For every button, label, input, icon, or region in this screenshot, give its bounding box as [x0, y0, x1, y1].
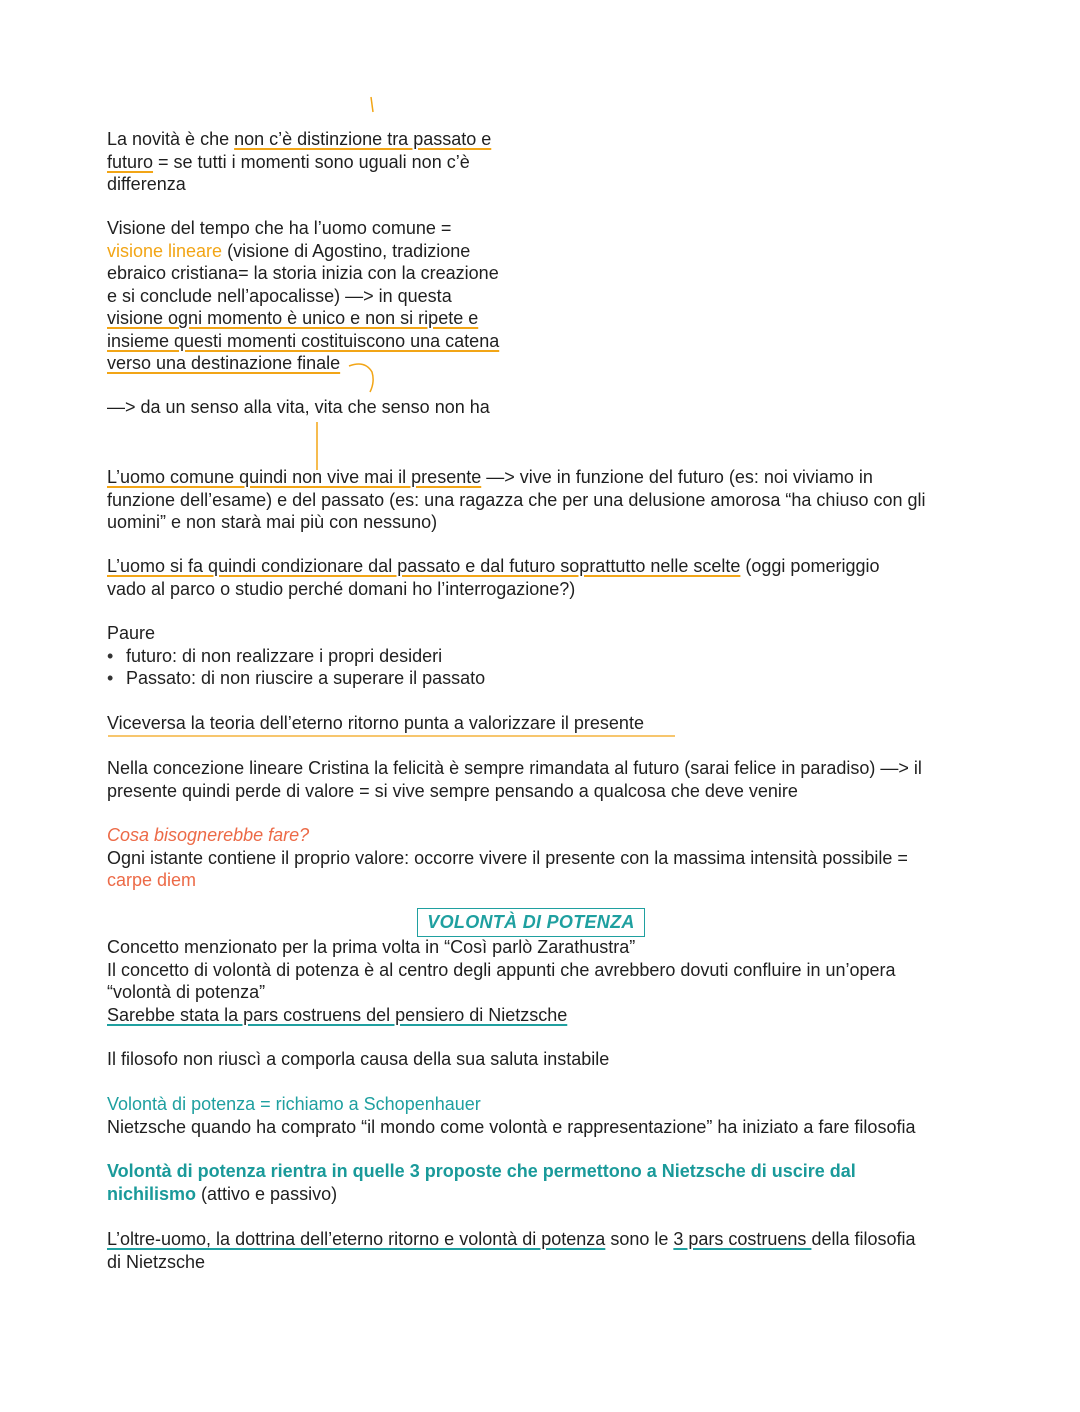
text: Nella concezione lineare Cristina la felicità è sempre rimandata al futuro (sarai felice in paradiso) —> il — [107, 758, 922, 778]
highlighted-text: insieme questi momenti costituiscono una catena — [107, 330, 500, 351]
text: Nietzsche quando ha comprato “il mondo come volontà e rappresentazione” ha iniziato a fare filosofia — [107, 1116, 916, 1137]
question-text: Cosa bisognerebbe fare? — [107, 825, 310, 845]
paragraph-12 — [107, 1093, 915, 1138]
orange-term: visione lineare — [107, 240, 223, 261]
text: della filosofia — [811, 1229, 916, 1249]
paragraph-5 — [107, 555, 879, 600]
text: sono le — [605, 1229, 674, 1249]
highlighted-text: L’oltre-uomo, la dottrina dell’eterno ritorno e volontà di potenza — [107, 1229, 606, 1249]
paragraph-9 — [107, 824, 908, 892]
teal-text: Volontà di potenza = richiamo a Schopenhauer — [107, 1094, 481, 1114]
list-item: • Passato: di non riuscire a superare il passato — [107, 667, 485, 690]
text: “volontà di potenza” — [107, 982, 266, 1002]
paragraph-2 — [107, 217, 499, 375]
paragraph-13 — [107, 1160, 856, 1205]
paragraph-8 — [107, 757, 922, 802]
section-heading: VOLONTÀ DI POTENZA — [417, 908, 645, 937]
highlighted-text: Sarebbe stata la pars costruens del pensiero di Nietzsche — [107, 1004, 568, 1025]
highlighted-text: L’uomo si fa quindi condizionare dal passato e dal futuro soprattutto nelle scelte — [107, 556, 741, 576]
text: —> vive in funzione del futuro (es: noi viviamo in — [481, 467, 873, 487]
highlighted-text: futuro — [107, 151, 154, 172]
text: Il concetto di volontà di potenza è al centro degli appunti che avrebbero dovuti confluire in un’opera — [107, 959, 896, 980]
teal-bold-text: nichilismo — [107, 1183, 197, 1204]
list-title: Paure — [107, 623, 156, 643]
text: differenza — [107, 174, 186, 194]
text: = se tutti i momenti sono uguali non c’è — [153, 151, 470, 172]
text: Ogni istante contiene il proprio valore: occorre vivere il presente con la massima intensità possibile = — [107, 847, 908, 868]
text: (visione di Agostino, tradizione — [222, 240, 471, 261]
text: funzione dell’esame) e del passato (es: una ragazza che per una delusione amorosa “ha chiuso con gli — [107, 489, 926, 510]
text: La novità è che — [107, 129, 235, 149]
paragraph-14 — [107, 1228, 916, 1273]
highlighted-text: L’uomo comune quindi non vive mai il presente — [107, 467, 482, 487]
text: (attivo e passivo) — [196, 1183, 338, 1204]
text: uomini” e non starà mai più con nessuno) — [107, 512, 438, 532]
text: Concetto menzionato per la prima volta in “Così parlò Zarathustra” — [107, 937, 636, 957]
text: vado al parco o studio perché domani ho l’interrogazione?) — [107, 578, 576, 599]
list-item: • futuro: di non realizzare i propri desideri — [107, 645, 485, 668]
text: presente quindi perde di valore = si vive sempre pensando a qualcosa che deve venire — [107, 780, 798, 801]
highlighted-text: verso una destinazione finale — [107, 353, 341, 373]
paragraph-3: —> da un senso alla vita, vita che senso non ha — [107, 397, 490, 417]
text: di Nietzsche — [107, 1251, 206, 1272]
paragraph-1 — [107, 128, 491, 196]
teal-bold-text: Volontà di potenza rientra in quelle 3 proposte che permettono a Nietzsche di uscire dal — [107, 1161, 856, 1181]
highlighted-text: 3 pars costruens — [673, 1229, 812, 1249]
text: Visione del tempo che ha l’uomo comune = — [107, 218, 452, 238]
paragraph-11: Il filosofo non riuscì a comporla causa della sua saluta instabile — [107, 1049, 610, 1069]
paragraph-6 — [107, 622, 485, 690]
paragraph-4 — [107, 466, 926, 534]
highlighted-text: visione ogni momento è unico e non si ripete e — [107, 308, 479, 328]
text: e si conclude nell’apocalisse) —> in questa — [107, 285, 452, 306]
text: ebraico cristiana= la storia inizia con la creazione — [107, 263, 499, 283]
highlighted-text: non c’è distinzione tra passato e — [234, 129, 492, 149]
red-term: carpe diem — [107, 870, 197, 890]
fears-list — [107, 645, 485, 690]
paragraph-10 — [107, 936, 896, 1026]
paragraph-7: Viceversa la teoria dell’eterno ritorno punta a valorizzare il presente — [107, 713, 644, 733]
text: (oggi pomeriggio — [740, 556, 880, 576]
